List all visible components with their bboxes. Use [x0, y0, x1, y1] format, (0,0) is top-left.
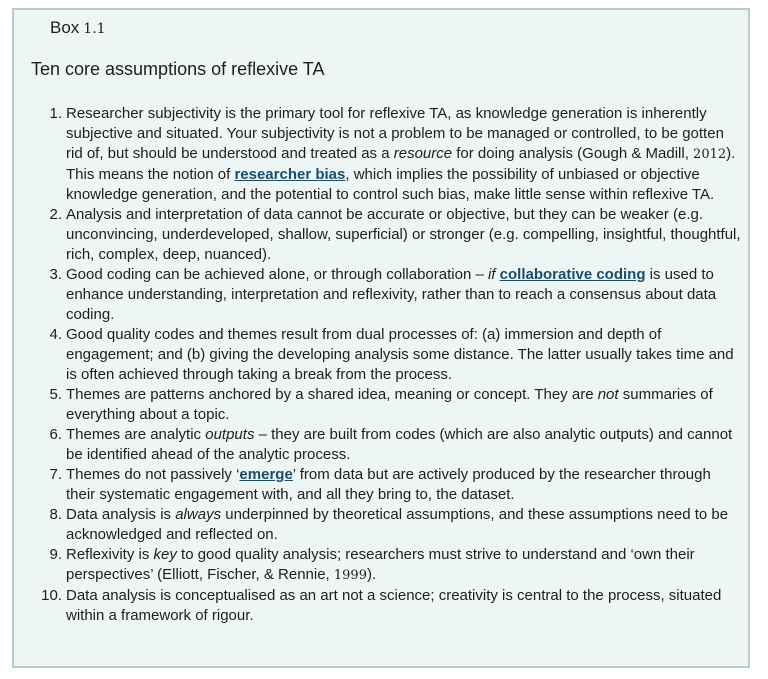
item-emphasis: if [487, 266, 496, 283]
list-item [49, 465, 744, 505]
list-item-number: 1. [49, 105, 62, 122]
item-emphasis: not [597, 386, 619, 403]
list-item [49, 104, 744, 205]
list-item-number: 7. [49, 466, 62, 483]
item-emphasis: resource [393, 145, 453, 162]
item-text: Themes do not passively ‘ [66, 466, 240, 483]
link-emerge[interactable]: emerge [239, 466, 293, 483]
list-item [49, 385, 744, 425]
list-item [49, 425, 744, 465]
info-box [12, 8, 750, 668]
list-item-number: 8. [49, 506, 62, 523]
list-item [49, 205, 744, 265]
item-text: Good coding can be achieved alone, or through collaboration – [66, 266, 488, 283]
list-item-number: 6. [49, 426, 62, 443]
item-text: to good quality analysis; researchers must strive to understand and ‘own their perspectives’ (Elliott, Fischer, & Rennie, [66, 546, 695, 583]
list-item [49, 545, 744, 586]
assumptions-list [41, 104, 744, 626]
item-text: ). This means the notion of [66, 145, 736, 183]
list-item-number: 10. [41, 587, 62, 604]
item-text: Themes are patterns anchored by a shared idea, meaning or concept. They are [66, 386, 598, 403]
item-emphasis: outputs [205, 426, 255, 443]
box-title: Ten core assumptions of reflexive TA [31, 59, 325, 79]
item-text: is used to enhance understanding, interpretation and reflexivity, rather than to reach a consensus about data coding. [66, 266, 717, 323]
citation-year: 1999 [333, 568, 367, 583]
list-item-number: 3. [49, 266, 62, 283]
item-text: Analysis and interpretation of data cannot be accurate or objective, but they can be weaker (e.g. unconvincing, underdeveloped, shallow, superficial) or stronger (e.g. compelling, insightful, thoughtful, rich, complex, deep, nuanced). [66, 206, 741, 263]
list-item [49, 505, 744, 545]
item-text: ’ from data but are actively produced by the researcher through their systematic engagement with, and all they bring to, the dataset. [66, 466, 711, 503]
item-text: – they are built from codes (which are also analytic outputs) and cannot be identified ahead of the analytic process. [66, 426, 733, 463]
item-text: Themes are analytic [66, 426, 206, 443]
item-text: for doing analysis (Gough & Madill, [452, 145, 694, 162]
link-researcher-bias[interactable]: researcher bias [234, 166, 346, 183]
item-text: underpinned by theoretical assumptions, and these assumptions need to be acknowledged and reflected on. [66, 506, 729, 543]
item-text: Data analysis is conceptualised as an art not a science; creativity is central to the process, situated within a framework of rigour. [66, 587, 722, 624]
list-item [41, 586, 744, 626]
item-text: Data analysis is [66, 506, 176, 523]
item-text: summaries of everything about a topic. [66, 386, 713, 423]
box-label-text: Box [50, 18, 80, 37]
list-item-number: 5. [49, 386, 62, 403]
list-item-number: 4. [49, 326, 62, 343]
item-text: ). [366, 566, 377, 583]
list-item-number: 9. [49, 546, 62, 563]
item-text: , which implies the possibility of unbiased or objective knowledge generation, and the potential to control such bias, make little sense within reflexive TA. [66, 166, 715, 203]
item-emphasis: always [175, 506, 222, 523]
item-emphasis: key [153, 546, 177, 563]
item-text: Researcher subjectivity is the primary tool for reflexive TA, as knowledge generation is inherently subjective and situated. Your subjectivity is not a problem to be managed or controlled, to be gotten rid of, but should be understood and treated as a [66, 105, 724, 162]
link-collaborative-coding[interactable]: collaborative coding [499, 266, 646, 283]
item-text: Good quality codes and themes result from dual processes of: (a) immersion and depth of engagement; and (b) giving the developing analysis some distance. The latter usually takes time and is often achieved through taking a break from the process. [66, 326, 734, 383]
box-label-number: 1.1 [83, 21, 106, 37]
list-item [49, 265, 744, 325]
list-item [49, 325, 744, 385]
item-text: Reflexivity is [66, 546, 154, 563]
citation-year: 2012 [693, 147, 727, 162]
box-label [50, 18, 106, 39]
list-item-number: 2. [49, 206, 62, 223]
